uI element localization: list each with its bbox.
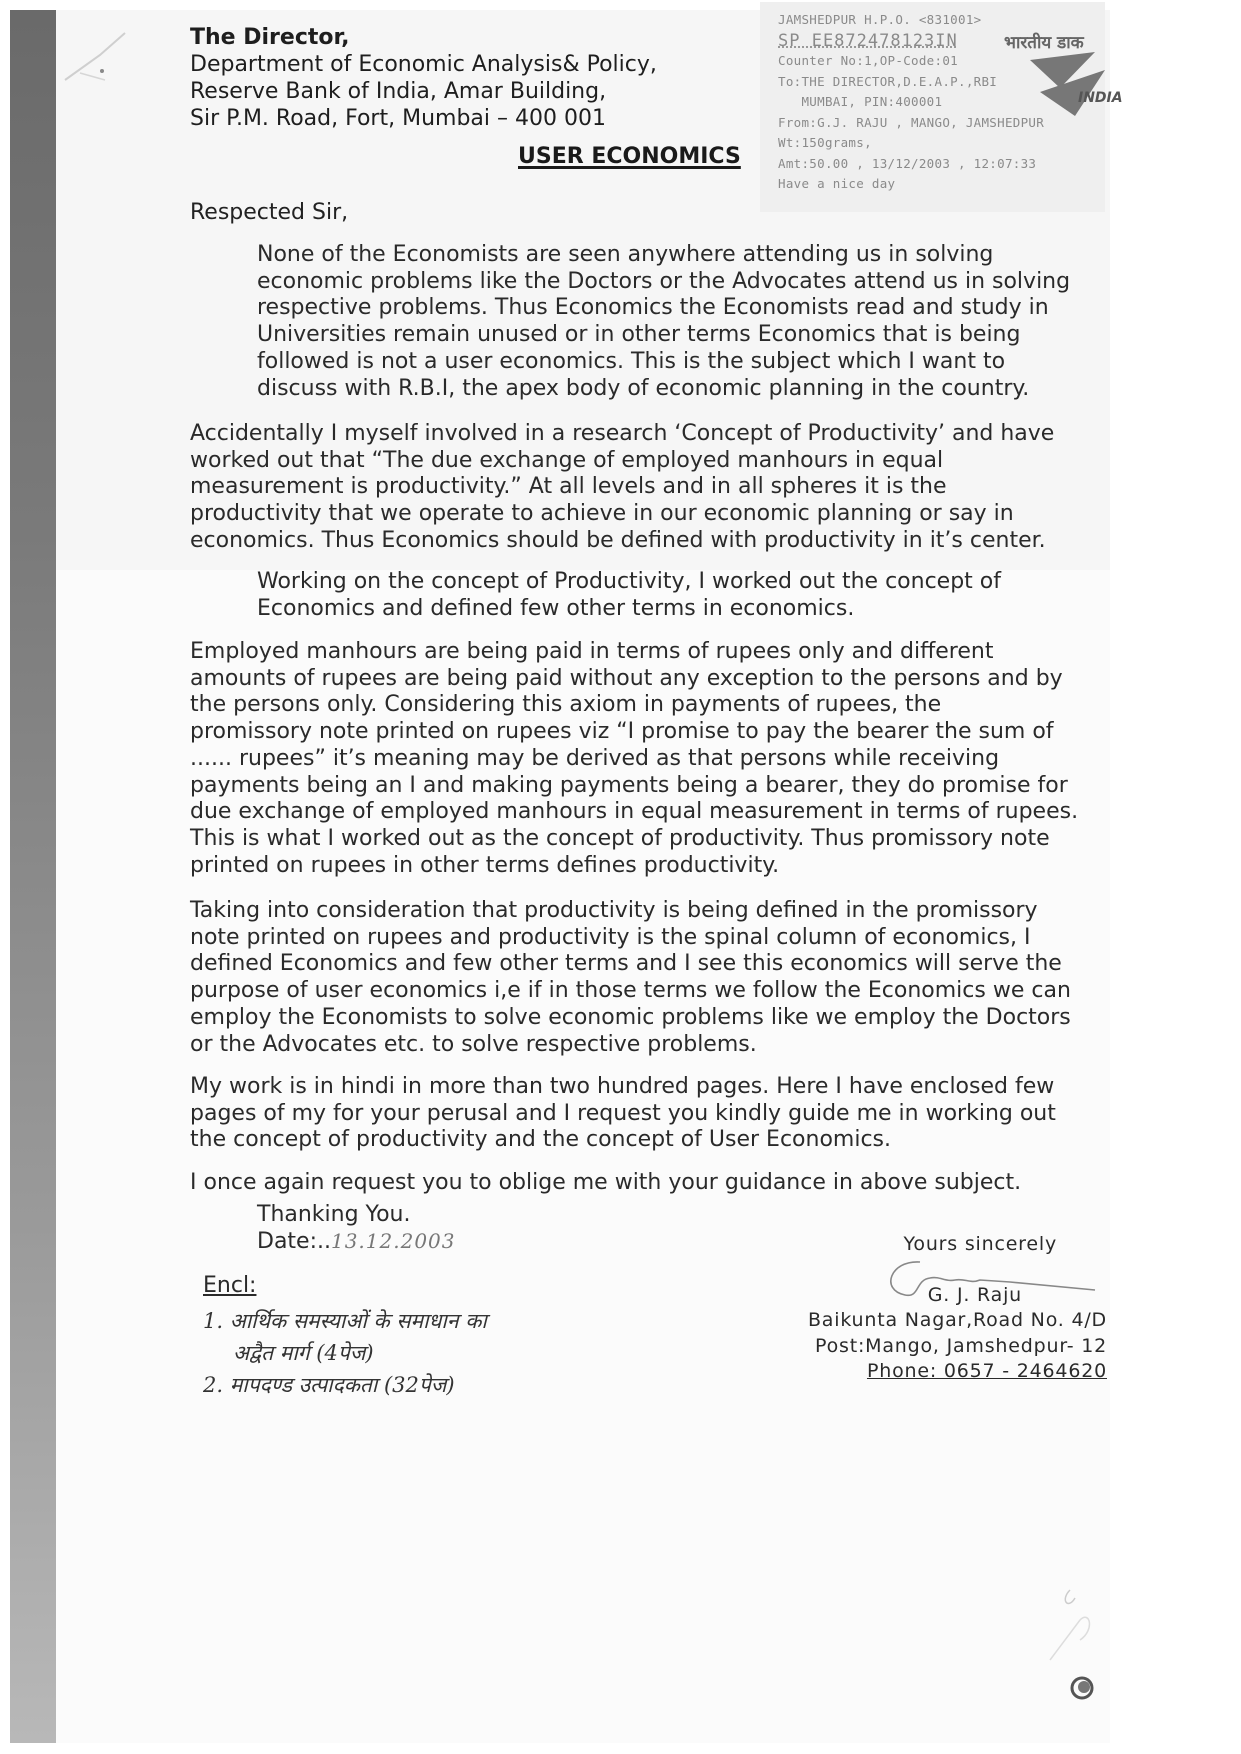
paragraph-4 [190,639,1150,879]
letter-subject: USER ECONOMICS [518,144,741,169]
receipt-line: Amt:50.00 , 13/12/2003 , 12:07:33 [778,155,1037,171]
recipient-line: Sir P.M. Road, Fort, Mumbai – 400 001 [190,106,606,131]
receipt-tracking-number: SP EE872478123IN [778,30,958,51]
paragraph-1 [257,242,1157,402]
paragraph-6 [190,1074,1150,1154]
enclosures-list [203,1305,487,1401]
scan-edge-strip [10,10,56,1743]
receipt-line: JAMSHEDPUR H.P.O. <831001> [778,12,982,27]
text-line: productivity that we operate to achieve in our economic planning or say in [190,501,1014,527]
text-line: Working on the concept of Productivity, I worked out the concept of [257,569,1002,594]
text-line: Employed manhours are being paid in terms of rupees only and different [190,639,994,664]
receipt-line: To:THE DIRECTOR,D.E.A.P.,RBI [778,73,998,89]
paragraph-5 [190,898,1150,1058]
text-line: I once again request you to oblige me with your guidance in above subject. [190,1170,1022,1195]
text-line: note printed on rupees and productivity is the spinal column of economics, I [190,924,1031,950]
valediction: Yours sincerely [903,1233,1057,1255]
signer-address-line: Baikunta Nagar,Road No. 4/D [807,1309,1107,1331]
date-label: Date:.. [257,1229,331,1254]
text-line: measurement is productivity.” At all levels and in all spheres it is the [190,474,947,500]
text-line: printed on rupees in other terms defines productivity. [190,852,780,878]
text-line: economics. Thus Economics should be defined with productivity in it’s center. [190,527,1046,553]
text-line: ...... rupees” it’s meaning may be derived as that persons while receiving [190,745,1000,771]
text-line: employ the Economists to solve economic problems like we employ the Doctors [190,1004,1071,1030]
text-line: Universities remain unused or in other terms Economics that is being [257,322,1021,348]
text-line: worked out that “The due exchange of employed manhours in equal [190,447,944,473]
text-line: Economics and defined few other terms in economics. [257,595,855,621]
receipt-line: From:G.J. RAJU , MANGO, JAMSHEDPUR [778,114,1045,130]
text-line: defined Economics and few other terms and I see this economics will serve the [190,951,1062,977]
india-post-logo-icon [1000,30,1110,120]
paper-crease-mark [60,25,130,85]
enclosure-item: 1. आर्थिक समस्याओं के समाधान का [203,1309,487,1333]
text-line: Taking into consideration that productivity is being defined in the promissory [190,898,1038,923]
paragraph-7 [190,1170,1150,1197]
recipient-title: The Director, [190,25,350,50]
text-line: due exchange of employed manhours in equal measurement in terms of rupees. [190,799,1079,825]
receipt-line: Wt:150grams, [778,135,872,150]
enclosure-item: 2. मापदण्ड उत्पादकता (32पेज) [203,1373,455,1397]
text-line: or the Advocates etc. to solve respective problems. [190,1031,757,1057]
text-line: payments being an I and making payments being a bearer, they do promise for [190,772,1068,798]
text-line: amounts of rupees are being paid without any exception to the persons and by [190,665,1063,691]
paragraph-2 [190,421,1150,555]
text-line: Accidentally I myself involved in a research ‘Concept of Productivity’ and have [190,421,1055,446]
signer-phone: Phone: 0657 - 2464620 [866,1360,1107,1382]
pen-marks [1020,1580,1110,1740]
handwritten-signature [860,1250,1100,1310]
text-line: respective problems. Thus Economics the Economists read and study in [257,295,1049,321]
closing-date [257,1228,456,1255]
recipient-line: Reserve Bank of India, Amar Building, [190,79,607,104]
paragraph-3 [257,569,1157,622]
text-line: promissory note printed on rupees viz “I promise to pay the bearer the sum of [190,719,1054,745]
closing-block [257,1202,456,1255]
enclosure-item-continuation: अद्वैत मार्ग (4पेज) [233,1341,374,1365]
signer-address-line: Post:Mango, Jamshedpur- 12 [814,1334,1107,1357]
text-line: the persons only. Considering this axiom in payments of rupees, the [190,692,942,718]
salutation: Respected Sir, [190,200,349,225]
recipient-address [190,24,657,132]
receipt-line: MUMBAI, PIN:400001 [778,94,943,109]
text-line: economic problems like the Doctors or the Advocates attend us in solving [257,268,1071,294]
handwritten-date: 13.12.2003 [330,1229,456,1253]
text-line: purpose of user economics i,e if in those terms we follow the Economics we can [190,978,1071,1004]
enclosures-title: Encl: [203,1273,257,1298]
text-line: discuss with R.B.I, the apex body of economic planning in the country. [257,375,1030,401]
text-line: My work is in hindi in more than two hundred pages. Here I have enclosed few [190,1074,1055,1099]
text-line: followed is not a user economics. This is the subject which I want to [257,348,1006,374]
text-line: This is what I worked out as the concept of productivity. Thus promissory note [190,825,1050,851]
receipt-line: Counter No:1,OP-Code:01 [778,53,958,68]
india-post-label: INDIA [1078,90,1123,106]
text-line: the concept of productivity and the concept of User Economics. [190,1127,891,1153]
receipt-line: Have a nice day [778,176,896,191]
india-post-hindi-text: भारतीय डाक [1004,33,1084,53]
closing-thanks: Thanking You. [257,1202,411,1227]
text-line: pages of my for your perusal and I request you kindly guide me in working out [190,1100,1056,1126]
signer-name: G. J. Raju [927,1283,1022,1306]
recipient-line: Department of Economic Analysis& Policy, [190,52,657,77]
india-post-logo [1000,30,1123,120]
text-line: None of the Economists are seen anywhere attending us in solving [257,242,994,267]
